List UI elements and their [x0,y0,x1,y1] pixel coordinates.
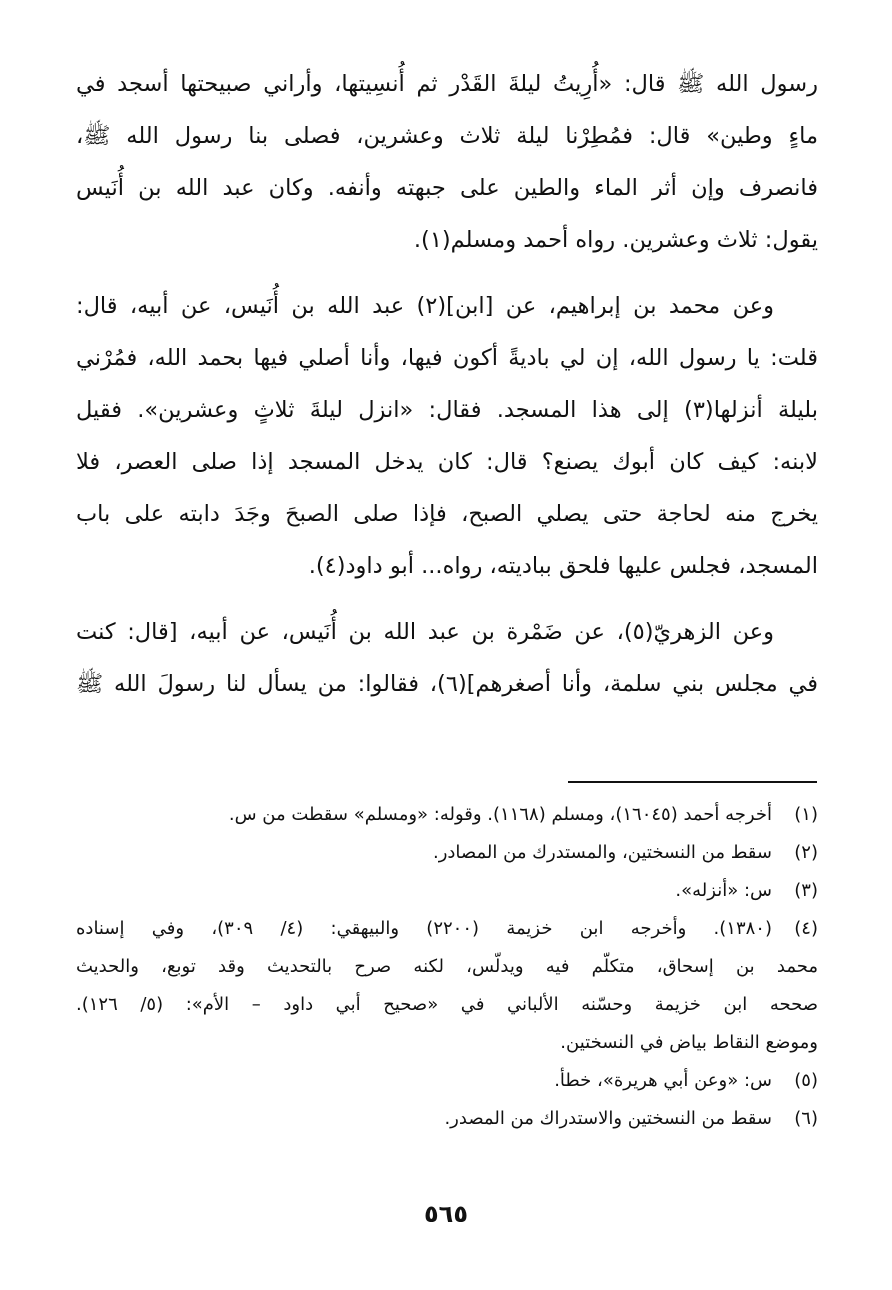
footnote-number: (٦) [794,1108,818,1129]
page-number: ٥٦٥ [424,1200,468,1228]
text-line: فانصرف وإن أثر الماء والطين على جبهته وأنفه. وكان عبد الله بن أُنَيس [76,175,818,201]
footnotes [76,796,818,1138]
footnote-text [76,1100,772,1138]
footnote-text [76,910,772,948]
text-line: في مجلس بني سلمة، وأنا أصغرهم](٦)، فقالوا: من يسأل لنا رسولَ الله ﷺ [76,671,818,697]
footnote-6 [76,1100,818,1138]
footnote-text [76,796,772,834]
footnote-text [76,1062,772,1100]
text-line: رسول الله ﷺ قال: «أُرِيتُ ليلةَ القَدْر ثم أُنسِيتها، وأراني صبيحتها أسجد في [76,71,818,97]
footnote-1 [76,796,818,834]
footnote-5 [76,1062,818,1100]
text-line: لابنه: كيف كان أبوك يصنع؟ قال: كان يدخل المسجد إذا صلى العصر، فلا [76,449,818,475]
footnote-line: محمد بن إسحاق، متكلّم فيه ويدلّس، لكنه صرح بالتحديث وقد توبع، والحديث [76,956,818,977]
footnote-text [76,834,772,872]
paragraph-2 [76,280,818,592]
footnote-number: (٤) [794,918,818,939]
text-line: يقول: ثلاث وعشرين. رواه أحمد ومسلم(١). [413,227,818,253]
footnote-4-continued [76,948,818,1062]
footnote-3 [76,872,818,910]
text-line: قلت: يا رسول الله، إن لي باديةً أكون فيها، وأنا أصلي فيها بحمد الله، فمُرْني [76,345,818,371]
footnote-2 [76,834,818,872]
footnote-number: (١) [794,804,818,825]
footnote-line: (١٣٨٠). وأخرجه ابن خزيمة (٢٢٠٠) والبيهقي: (٤/ ٣٠٩)، وفي إسناده [76,918,772,939]
text-line: وعن محمد بن إبراهيم، عن [ابن](٢) عبد الله بن أُنَيس، عن أبيه، قال: [76,293,774,319]
text-line: بليلة أنزلها(٣) إلى هذا المسجد. فقال: «انزل ليلةَ ثلاثٍ وعشرين». فقيل [76,397,819,423]
footnote-line: أخرجه أحمد (١٦٠٤٥)، ومسلم (١١٦٨). وقوله: «ومسلم» سقطت من س. [228,804,772,825]
main-text [76,58,818,724]
footnote-line: س: «أنزله». [675,880,772,901]
paragraph-3 [76,606,818,710]
paragraph-1 [76,58,818,266]
footnote-line: س: «وعن أبي هريرة»، خطأ. [554,1070,772,1091]
footnote-number: (٥) [794,1070,818,1091]
footnote-separator [568,781,817,783]
text-line: المسجد، فجلس عليها فلحق ببادیته، رواه... أبو داود(٤). [308,553,818,579]
footnote-text [76,948,818,1062]
text-line: يخرج منه لحاجة حتى يصلي الصبح، فإذا صلى الصبحَ وجَدَ دابته على باب [76,501,818,527]
footnote-number: (٣) [794,880,818,901]
footnote-line: صححه ابن خزيمة وحسّنه الألباني في «صحيح أبي داود – الأم»: (٥/ ١٢٦). [76,994,818,1015]
text-line: وعن الزهريّ(٥)، عن ضَمْرة بن عبد الله بن أُنَيس، عن أبيه، [قال: كنت [76,619,774,645]
footnote-line: سقط من النسختين، والمستدرك من المصادر. [432,842,772,863]
footnote-text [76,872,772,910]
footnote-line: سقط من النسختين والاستدراك من المصدر. [444,1108,772,1129]
text-line: ماءٍ وطين» قال: فمُطِرْنا ليلة ثلاث وعشرين، فصلى بنا رسول الله ﷺ، [76,123,818,149]
footnote-number: (٢) [794,842,818,863]
footnote-line: وموضع النقاط بياض في النسختين. [560,1032,818,1053]
footnote-4 [76,910,818,948]
